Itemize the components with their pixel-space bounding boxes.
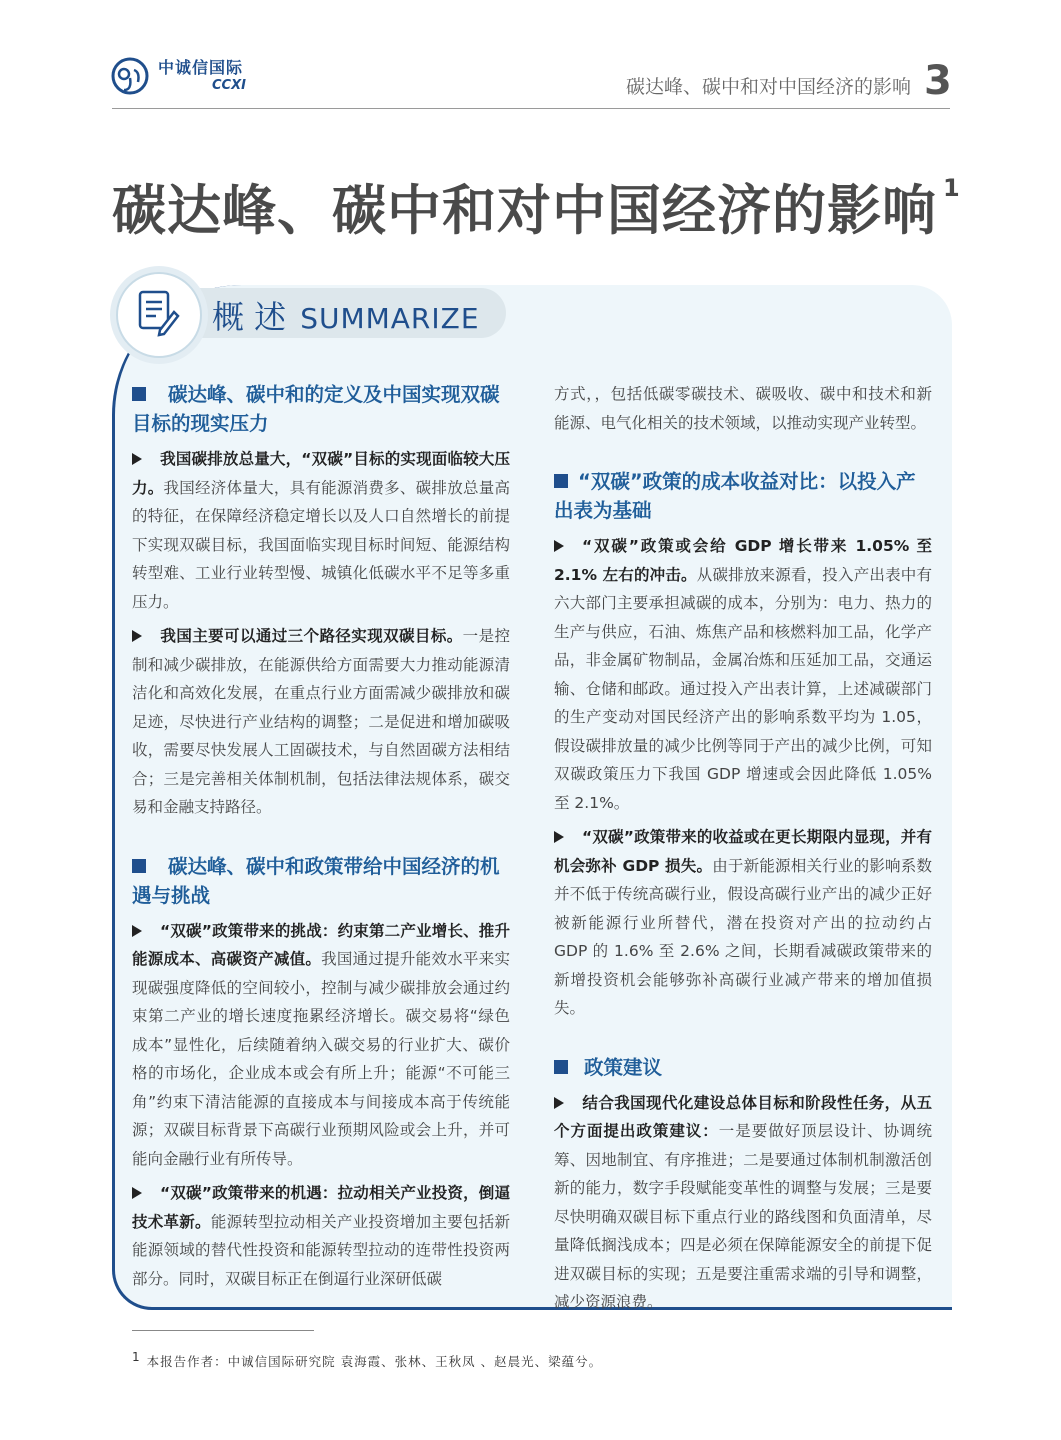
logo-chinese-name: 中诚信国际: [158, 58, 244, 77]
arrow-bullet-icon: [554, 1097, 564, 1109]
paragraph: [132, 622, 510, 822]
page-title-text: 碳达峰、碳中和对中国经济的影响: [112, 179, 937, 242]
summary-heading-cn: 概 述: [212, 298, 287, 336]
square-bullet-icon: [554, 1060, 568, 1074]
paragraph: [554, 1089, 932, 1317]
left-column: [132, 380, 510, 1299]
square-bullet-icon: [132, 387, 146, 401]
section-heading-text: 碳达峰、碳中和政策带给中国经济的机遇与挑战: [132, 854, 500, 907]
footnote: [132, 1350, 602, 1370]
company-logo: [110, 56, 246, 96]
section-heading-text: 政策建议: [584, 1055, 663, 1079]
paragraph: [132, 445, 510, 616]
footnote-divider: [132, 1330, 314, 1331]
paragraph-lead: 我国碳排放总量大，“双碳”目标的实现面临较大压力。: [132, 450, 510, 497]
paragraph-text: 我国通过提升能效水平来实现碳强度降低的空间较小，控制与减少碳排放会通过约束第二产业的增长速度拖累经济增长。碳交易将“绿色成本”显性化，后续随着纳入碳交易的行业扩大、碳价格的市场化，企业成本或会有所上升；能源“不可能三角”约束下清洁能源的直接成本与间接成本高于传统能源；双碳目标背景下高碳行业预期风险或会上升，并可能向金融行业有所传导。: [132, 950, 510, 1168]
paragraph: [132, 917, 510, 1174]
paragraph-lead: 我国主要可以通过三个路径实现双碳目标。: [160, 627, 463, 645]
page-number: 3: [924, 58, 952, 104]
paragraph-text: 一是控制和减少碳排放，在能源供给方面需要大力推动能源清洁化和高效化发展，在重点行业方面需减少碳排放和碳足迹，尽快进行产业结构的调整；二是促进和增加碳吸收，需要尽快发展人工固碳技术，与自然固碳方法相结合；三是完善相关体制机制，包括法律法规体系，碳交易和金融支持路径。: [132, 627, 510, 816]
summary-heading: [212, 292, 480, 338]
summary-heading-en: SUMMARIZE: [300, 302, 480, 335]
square-bullet-icon: [554, 474, 568, 488]
section-heading-text: “双碳”政策的成本收益对比：以投入产出表为基础: [554, 470, 916, 522]
arrow-bullet-icon: [132, 630, 142, 642]
elephant-logo-icon: [110, 56, 150, 96]
logo-english-name: CCXI: [212, 78, 246, 93]
section-heading: [554, 467, 932, 525]
paragraph-lead: “双碳”政策或会给 GDP 增长带来 1.05% 至 2.1% 左右的冲击。: [554, 537, 932, 584]
document-edit-icon: [116, 272, 198, 354]
page-title: [112, 168, 961, 245]
arrow-bullet-icon: [132, 453, 142, 465]
square-bullet-icon: [132, 859, 146, 873]
paragraph: [554, 532, 932, 817]
paragraph-text: 能源转型拉动相关产业投资增加主要包括新能源领域的替代性投资和能源转型拉动的连带性投资两部分。同时，双碳目标正在倒逼行业深研低碳: [132, 1212, 510, 1288]
paragraph-text: 我国经济体量大，具有能源消费多、碳排放总量高的特征，在保障经济稳定增长以及人口自然增长的前提下实现双碳目标，我国面临实现目标时间短、能源结构转型难、工业行业转型慢、城镇化低碳水平不足等多重压力。: [132, 478, 510, 611]
footnote-text: 本报告作者：中诚信国际研究院 袁海霞、张林、王秋凤 、赵晨光、梁蕴兮。: [146, 1354, 603, 1370]
paragraph-text: 一是要做好顶层设计、协调统筹、因地制宜、有序推进；二是要通过体制机制激活创新的能力，数字手段赋能变革性的调整与发展；三是要尽快明确双碳目标下重点行业的路线图和负面清单，尽量降低搁浅成本；四是必须在保障能源安全的前提下促进双碳目标的实现；五是要注重需求端的引导和调整，减少资源浪费。: [554, 1122, 932, 1311]
arrow-bullet-icon: [132, 1187, 142, 1199]
header-divider: [112, 108, 950, 109]
section-heading: [132, 380, 510, 438]
right-column: [554, 380, 932, 1323]
paragraph-continuation: 方式，，包括低碳零碳技术、碳吸收、碳中和技术和新能源、电气化相关的技术领域，以推动实现产业转型。: [554, 385, 932, 432]
section-heading-text: 碳达峰、碳中和的定义及中国实现双碳目标的现实压力: [132, 383, 500, 435]
section-heading: [554, 1053, 932, 1082]
paragraph-lead: “双碳”政策带来的机遇：拉动相关产业投资，倒逼技术革新。: [132, 1184, 510, 1231]
paragraph-lead: 结合我国现代化建设总体目标和阶段性任务，从五个方面提出政策建议：: [554, 1093, 932, 1140]
paragraph-lead: “双碳”政策带来的收益或在更长期限内显现，并有机会弥补 GDP 损失。: [554, 828, 932, 875]
paragraph-text: 从碳排放来源看，投入产出表中有六大部门主要承担减碳的成本，分别为：电力、热力的生产与供应，石油、炼焦产品和核燃料加工品，化学产品，非金属矿物制品，金属冶炼和压延加工品，交通运输、仓储和邮政。通过投入产出表计算，上述减碳部门的生产变动对国民经济产出的影响系数平均为 1.05，假设碳排放量的减少比例等同于产出的减少比例，可知双碳政策压力下我国 GDP 增速或会因此降低 1.05% 至 2.1%。: [554, 565, 932, 812]
paragraph: [132, 1179, 510, 1293]
arrow-bullet-icon: [132, 925, 142, 937]
paragraph-lead: “双碳”政策带来的挑战：约束第二产业增长、推升能源成本、高碳资产减值。: [132, 921, 510, 968]
running-header-title: 碳达峰、碳中和对中国经济的影响: [625, 76, 911, 98]
arrow-bullet-icon: [554, 540, 564, 552]
section-heading: [132, 852, 510, 910]
arrow-bullet-icon: [554, 831, 564, 843]
paragraph-text: 由于新能源相关行业的影响系数并不低于传统高碳行业，假设高碳行业产出的减少正好被新能源行业所替代，潜在投资对产出的拉动约占 GDP 的 1.6% 至 2.6% 之间，长期看减碳政策带来的新增投资机会能够弥补高碳行业减产带来的增加值损失。: [554, 856, 932, 1017]
footnote-number: 1: [132, 1350, 141, 1364]
paragraph: [554, 823, 932, 1023]
summary-badge: [116, 272, 202, 358]
footnote-marker: 1: [943, 174, 961, 202]
